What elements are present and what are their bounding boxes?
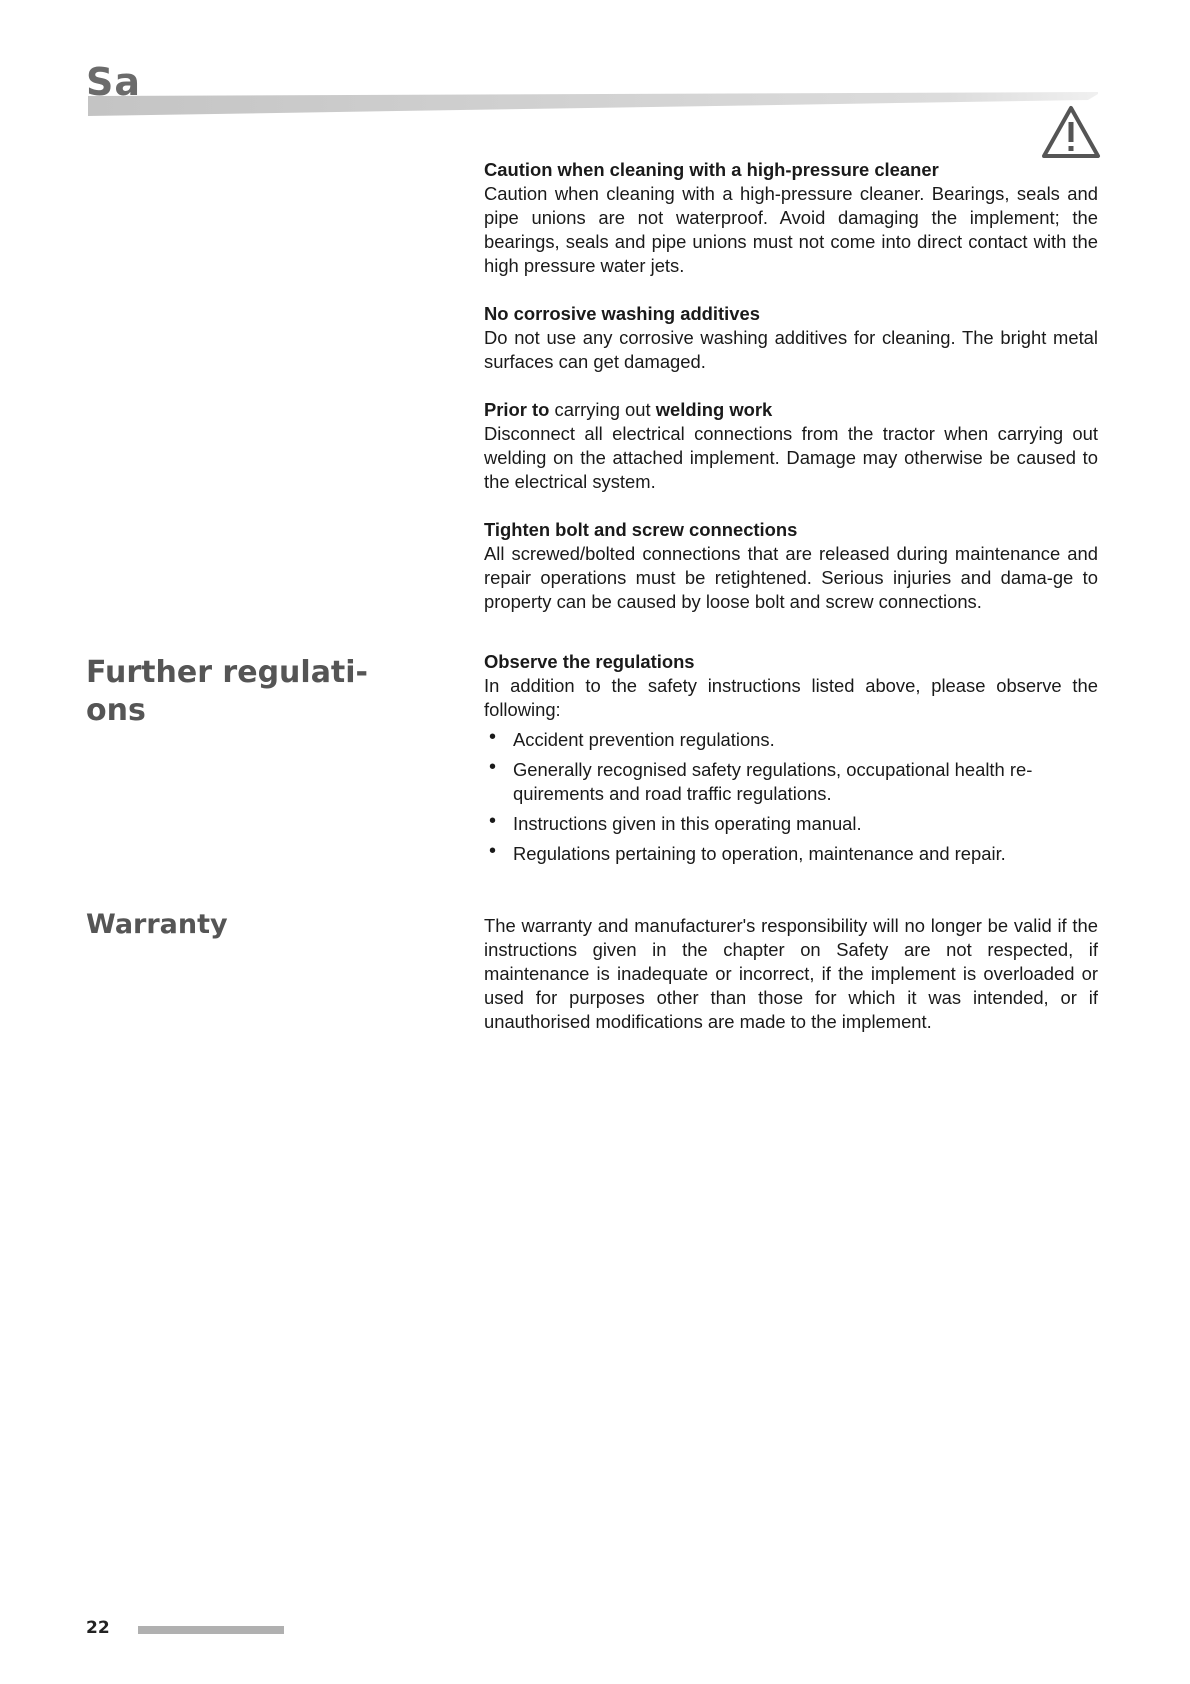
corrosive-section <box>484 302 1098 374</box>
bolts-heading: Tighten bolt and screw connections <box>484 519 798 540</box>
warranty-text: The warranty and manufacturer's responsibility will no longer be valid if the instructions given in the chapter on Safety are not respected, if maintenance is inadequate or incorrect, if the implement is overloaded or used for purposes other than those for which it was intended, or if unauthorised modifications are made to the implement. <box>484 915 1098 1032</box>
list-item-text: Generally recognised safety regulations, occupational health re-quirements and road traffic regulations. <box>513 759 1033 804</box>
bullet-icon: • <box>489 840 497 862</box>
list-item <box>484 812 1098 836</box>
header-bar <box>88 92 1098 116</box>
welding-section <box>484 398 1098 494</box>
list-item-text: Regulations pertaining to operation, maintenance and repair. <box>513 843 1006 864</box>
observe-heading: Observe the regulations <box>484 651 695 672</box>
welding-heading-normal: carrying out <box>554 399 651 420</box>
bolts-text: All screwed/bolted connections that are released during maintenance and repair operations must be retightened. Serious injuries and dama-ge to property can be caused by loose bolt and screw connections. <box>484 543 1098 612</box>
header-title: Sa <box>86 60 142 104</box>
footer-bar <box>138 1626 284 1634</box>
cleaning-heading: Caution when cleaning with a high-pressure cleaner <box>484 159 939 180</box>
welding-heading <box>484 398 1098 422</box>
warning-triangle-icon <box>1040 104 1102 160</box>
list-item <box>484 728 1098 752</box>
welding-heading-bold-2: welding work <box>655 399 773 420</box>
cleaning-text: Caution when cleaning with a high-pressure cleaner. Bearings, seals and pipe unions are not waterproof. Avoid damaging the implement; the bearings, seals and pipe unions must not come into direct contact with the high pressure water jets. <box>484 183 1098 276</box>
bullet-icon: • <box>489 756 497 778</box>
warranty-section <box>484 914 1098 1034</box>
page-number: 22 <box>86 1618 110 1638</box>
bullet-icon: • <box>489 726 497 748</box>
list-item <box>484 842 1098 866</box>
welding-text: Disconnect all electrical connections from the tractor when carrying out welding on the attached implement. Damage may otherwise be caused to the electrical system. <box>484 423 1098 492</box>
list-item-text: Instructions given in this operating manual. <box>513 813 862 834</box>
warranty-heading: Warranty <box>86 909 228 940</box>
bolts-section <box>484 518 1098 614</box>
corrosive-heading: No corrosive washing additives <box>484 303 760 324</box>
main-content <box>484 158 1098 1058</box>
corrosive-text: Do not use any corrosive washing additives for cleaning. The bright metal surfaces can get damaged. <box>484 327 1098 372</box>
further-regulations-heading: Further regulati-ons <box>86 655 369 728</box>
list-item-text: Accident prevention regulations. <box>513 729 775 750</box>
welding-heading-bold-1: Prior to <box>484 399 550 420</box>
cleaning-section <box>484 158 1098 278</box>
list-item <box>484 758 1098 806</box>
bullet-icon: • <box>489 810 497 832</box>
observe-intro: In addition to the safety instructions listed above, please observe the following: <box>484 675 1098 720</box>
regulations-list <box>484 728 1098 866</box>
observe-section <box>484 650 1098 866</box>
